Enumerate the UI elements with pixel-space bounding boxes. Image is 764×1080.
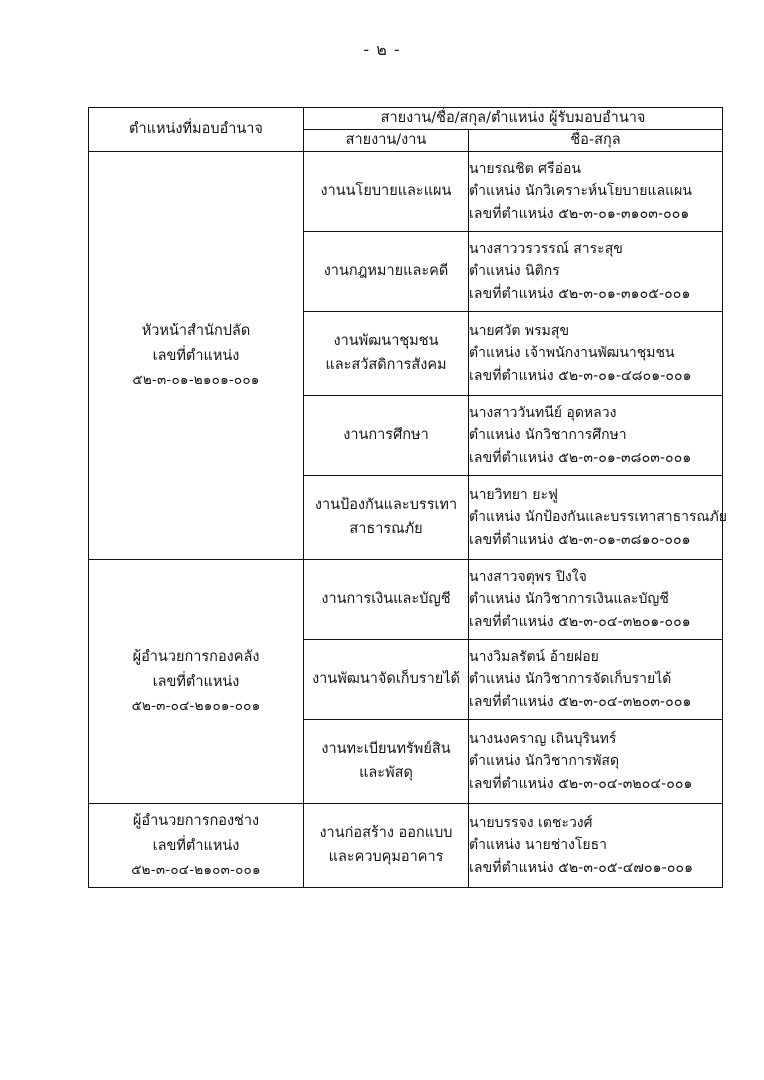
work-line-text: งานพัฒนาชุมชน <box>333 333 439 350</box>
delegator-code: ๕๒-๓-๐๑-๒๑๐๑-๐๐๑ <box>132 371 260 388</box>
header-work-line: สายงาน/งาน <box>304 130 469 152</box>
delegator-cell <box>89 152 304 560</box>
work-line-text: และสวัสดิการสังคม <box>325 356 447 373</box>
delegatee-cell <box>469 560 723 640</box>
delegatee-name: นางสาววันทนีย์ อุดหลวง <box>469 404 617 421</box>
work-line-cell <box>304 152 469 232</box>
work-line-cell <box>304 720 469 804</box>
delegation-table <box>88 107 727 888</box>
delegation-table-container <box>88 107 727 888</box>
work-line-text: สาธารณภัย <box>349 520 423 537</box>
work-line-text: งานก่อสร้าง ออกแบบ <box>319 825 453 842</box>
page-number: - ๒ - <box>363 40 401 59</box>
delegatee-position: ตำแหน่ง นักวิชาการศึกษา <box>469 427 627 444</box>
delegatee-position: ตำแหน่ง นักวิชาการเงินและบัญชี <box>469 591 669 608</box>
delegator-title: หัวหน้าสำนักปลัด <box>141 322 251 339</box>
delegatee-code: เลขที่ตำแหน่ง ๕๒-๓-๐๑-๓๑๐๓-๐๐๑ <box>469 205 690 222</box>
work-line-text: งานการเงินและบัญชี <box>321 590 451 607</box>
delegatee-code: เลขที่ตำแหน่ง ๕๒-๓-๐๔-๓๒๐๓-๐๐๑ <box>469 693 692 710</box>
delegatee-position: ตำแหน่ง นักวิชาการจัดเก็บรายได้ <box>469 671 672 688</box>
delegator-code-label: เลขที่ตำแหน่ง <box>152 837 240 854</box>
work-line-cell <box>304 396 469 476</box>
work-line-cell <box>304 476 469 560</box>
work-line-text: และพัสดุ <box>359 764 413 781</box>
delegatee-code: เลขที่ตำแหน่ง ๕๒-๓-๐๑-๓๘๐๓-๐๐๑ <box>469 449 692 466</box>
delegatee-name: นางสาววรวรรณ์ สาระสุข <box>469 240 623 257</box>
delegatee-position: ตำแหน่ง นายช่างโยธา <box>469 837 608 854</box>
delegatee-name: นางสาวจตุพร ปิงใจ <box>469 568 587 585</box>
delegatee-code: เลขที่ตำแหน่ง ๕๒-๓-๐๔-๓๒๐๑-๐๐๑ <box>469 613 691 630</box>
delegatee-name: นายรณชิต ศรีอ่อน <box>469 160 581 177</box>
header-delegatee-group: สายงาน/ชื่อ/สกุล/ตำแหน่ง ผู้รับมอบอำนาจ <box>304 108 723 130</box>
table-header-row-1 <box>89 108 723 130</box>
delegatee-cell <box>469 396 723 476</box>
delegatee-cell <box>469 312 723 396</box>
delegatee-code: เลขที่ตำแหน่ง ๕๒-๓-๐๔-๓๒๐๔-๐๐๑ <box>469 775 693 792</box>
work-line-cell <box>304 640 469 720</box>
header-full-name: ชื่อ-สกุล <box>469 130 723 152</box>
work-line-text: และควบคุมอาคาร <box>328 848 444 865</box>
delegatee-position: ตำแหน่ง นิติกร <box>469 263 560 280</box>
delegator-cell <box>89 560 304 804</box>
table-row <box>89 152 723 232</box>
delegatee-code: เลขที่ตำแหน่ง ๕๒-๓-๐๑-๔๘๐๑-๐๐๑ <box>469 367 692 384</box>
table-header <box>89 108 723 152</box>
delegatee-cell <box>469 152 723 232</box>
work-line-cell <box>304 560 469 640</box>
delegator-title: ผู้อำนวยการกองคลัง <box>132 648 260 665</box>
delegatee-cell <box>469 640 723 720</box>
delegatee-name: นายวิทยา ยะฟู <box>469 486 558 503</box>
delegatee-name: นางวิมลรัตน์ อ้ายฝอย <box>469 648 599 665</box>
delegatee-position: ตำแหน่ง นักวิชาการพัสดุ <box>469 753 620 770</box>
delegator-code-label: เลขที่ตำแหน่ง <box>152 347 240 364</box>
delegator-cell <box>89 804 304 888</box>
delegatee-position: ตำแหน่ง นักป้องกันและบรรเทาสาธารณภัย <box>469 509 727 526</box>
work-line-text: งานป้องกันและบรรเทา <box>314 497 458 514</box>
delegatee-position: ตำแหน่ง เจ้าพนักงานพัฒนาชุมชน <box>469 345 675 362</box>
work-line-text: งานพัฒนาจัดเก็บรายได้ <box>312 670 460 687</box>
header-delegator-position: ตำแหน่งที่มอบอำนาจ <box>89 108 304 152</box>
delegatee-code: เลขที่ตำแหน่ง ๕๒-๓-๐๑-๓๑๐๕-๐๐๑ <box>469 285 691 302</box>
delegatee-cell <box>469 476 727 560</box>
delegatee-code: เลขที่ตำแหน่ง ๕๒-๓-๐๑-๓๘๑๐-๐๐๑ <box>469 531 691 548</box>
delegator-title: ผู้อำนวยการกองช่าง <box>132 812 260 829</box>
delegatee-cell <box>469 804 723 888</box>
delegator-code: ๕๒-๓-๐๔-๒๑๐๓-๐๐๑ <box>131 861 261 878</box>
delegatee-position: ตำแหน่ง นักวิเคราะห์นโยบายแลแผน <box>469 183 692 200</box>
work-line-cell <box>304 232 469 312</box>
table-row <box>89 560 723 640</box>
work-line-cell <box>304 804 469 888</box>
delegator-code-label: เลขที่ตำแหน่ง <box>152 673 240 690</box>
work-line-text: งานทะเบียนทรัพย์สิน <box>321 741 451 758</box>
delegatee-name: นางนงคราญ เถินบุรินทร์ <box>469 730 617 747</box>
delegatee-name: นายศวัต พรมสุข <box>469 322 570 339</box>
table-body <box>89 152 727 888</box>
delegatee-cell <box>469 232 723 312</box>
delegator-code: ๕๒-๓-๐๔-๒๑๐๑-๐๐๑ <box>131 697 261 714</box>
delegatee-cell <box>469 720 723 804</box>
work-line-text: งานนโยบายและแผน <box>320 182 452 199</box>
table-row <box>89 804 723 888</box>
work-line-text: งานการศึกษา <box>343 426 429 443</box>
delegatee-code: เลขที่ตำแหน่ง ๕๒-๓-๐๕-๔๗๐๑-๐๐๑ <box>469 859 694 876</box>
work-line-cell <box>304 312 469 396</box>
work-line-text: งานกฎหมายและคดี <box>323 262 449 279</box>
delegatee-name: นายบรรจง เตชะวงศ์ <box>469 814 593 831</box>
